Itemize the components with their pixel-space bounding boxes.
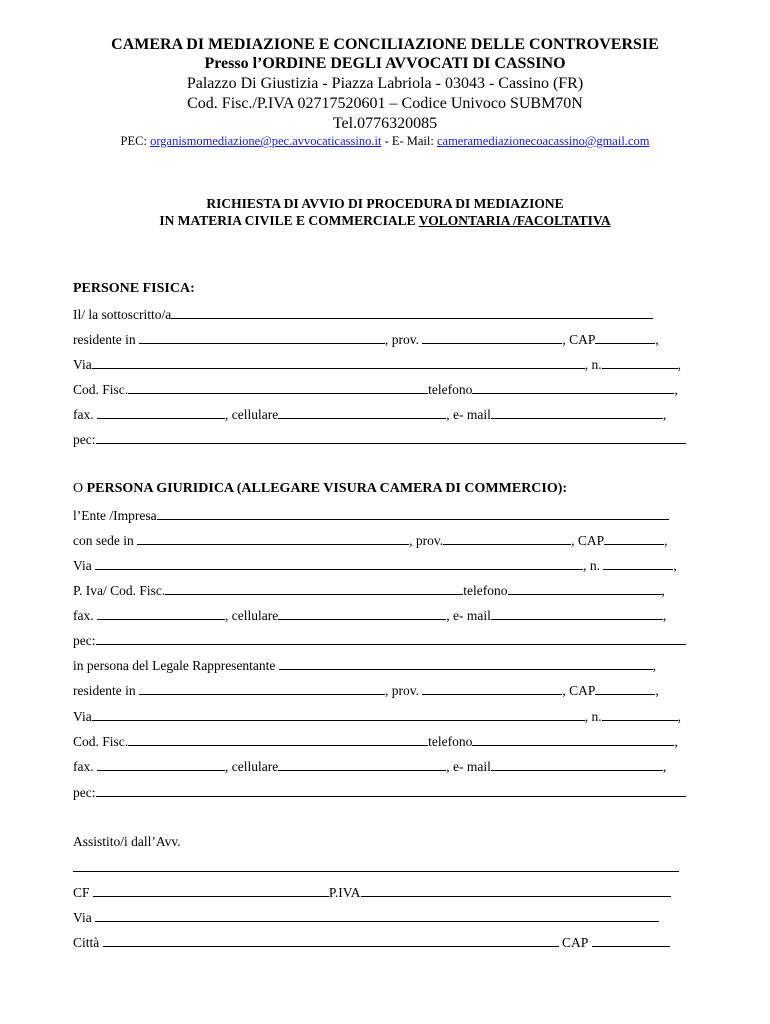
field-telefono-g2[interactable] (472, 733, 674, 746)
label-prov-g2: , prov. (384, 683, 419, 698)
row-cf (73, 884, 671, 900)
row-codfisc: Cod. Fisc. telefono , (73, 382, 678, 397)
pec-email-link[interactable]: organismomediazione@pec.avvocaticassino.it (150, 134, 382, 148)
field-prov[interactable] (422, 331, 562, 344)
field-sede[interactable] (137, 532, 409, 545)
label-cellulare-g2: , cellulare (225, 759, 279, 774)
row-legale: in persona del Legale Rappresentante , (73, 658, 657, 673)
row-fax: fax. , cellulare , e- mail , (73, 407, 667, 422)
row-fax-g: fax. , cellulare , e- mail , (73, 608, 667, 623)
email-link[interactable]: cameramediazionecoacassino@gmail.com (436, 134, 650, 148)
field-prov-g2[interactable] (422, 682, 562, 695)
field-email[interactable] (491, 406, 663, 419)
field-pec-g2[interactable] (96, 784, 686, 797)
label-legale: in persona del Legale Rappresentante (73, 658, 276, 673)
section-persona-giuridica: O PERSONA GIURIDICA (ALLEGARE VISURA CAMERA DI COMMERCIO): (73, 481, 568, 496)
field-cf[interactable] (93, 884, 329, 897)
field-residente-g[interactable] (139, 682, 385, 695)
field-cellulare-g[interactable] (278, 607, 446, 620)
row-via: Via , n. , (73, 357, 681, 372)
row-citta (73, 934, 670, 950)
row-residente: residente in , prov. , CAP , (73, 332, 659, 347)
row-residente-g: residente in , prov. , CAP , (73, 683, 659, 698)
field-piva-avv[interactable] (361, 884, 671, 897)
option-marker[interactable]: O (73, 481, 87, 496)
row-sede: con sede in , prov. , CAP , (73, 533, 668, 548)
field-fax-g[interactable] (97, 607, 225, 620)
label-pec-g2: pec: (73, 785, 96, 800)
field-ente[interactable] (157, 507, 669, 520)
field-codfisc-g[interactable] (128, 733, 428, 746)
field-cellulare-g2[interactable] (278, 758, 446, 771)
field-telefono[interactable] (472, 381, 674, 394)
field-legale[interactable] (279, 657, 653, 670)
field-via-avv[interactable] (95, 909, 659, 922)
row-piva: P. Iva/ Cod. Fisc. telefono , (73, 583, 665, 598)
row-via-avv (73, 909, 659, 925)
field-telefono-g[interactable] (508, 582, 662, 595)
field-email-g2[interactable] (491, 758, 663, 771)
org-presso: Presso l’ORDINE DEGLI AVVOCATI DI CASSINO (204, 55, 566, 72)
label-residente: residente in (73, 332, 136, 347)
label-cf: CF (73, 885, 90, 900)
label-telefono: telefono (428, 382, 473, 397)
label-sottoscritto: Il/ la sottoscritto/a (73, 307, 172, 322)
field-codfisc[interactable] (128, 381, 428, 394)
row-via-g: Via , n. , (73, 558, 677, 573)
label-sede: con sede in (73, 533, 134, 548)
form-title-line2 (0, 213, 770, 229)
label-cap: , CAP (562, 332, 596, 347)
label-n: , n. (584, 357, 602, 372)
label-cellulare: , cellulare (225, 407, 279, 422)
label-cellulare-g: , cellulare (225, 608, 279, 623)
label-telefono-g2: telefono (428, 734, 473, 749)
org-fiscal: Cod. Fisc./P.IVA 02717520601 – Codice Univoco SUBM70N (187, 95, 583, 112)
field-cellulare[interactable] (278, 406, 446, 419)
form-title-line1: RICHIESTA DI AVVIO DI PROCEDURA DI MEDIAZIONE (206, 196, 564, 211)
label-prov: , prov. (384, 332, 419, 347)
org-contacts (0, 134, 770, 149)
label-cap-avv: CAP (562, 935, 589, 950)
field-cap-g2[interactable] (595, 682, 655, 695)
label-email: , e- mail (446, 407, 491, 422)
label-residente-g: residente in (73, 683, 136, 698)
label-codfisc: Cod. Fisc. (73, 382, 129, 397)
label-cap-g: , CAP (571, 533, 605, 548)
label-citta: Città (73, 935, 100, 950)
label-n-g: , n. (583, 558, 600, 573)
label-codfisc-g: Cod. Fisc. (73, 734, 129, 749)
label-via-g: Via (73, 558, 92, 573)
row-pec-g2 (73, 784, 686, 800)
label-pec-g: pec: (73, 633, 96, 648)
section-persona-fisica: PERSONE FISICA: (73, 281, 195, 296)
email-label: - E- Mail: (381, 134, 437, 148)
pec-label: PEC: (120, 134, 151, 148)
label-cap-g2: , CAP (562, 683, 596, 698)
label-email-g: , e- mail (446, 608, 491, 623)
field-n[interactable] (602, 356, 678, 369)
field-via-g[interactable] (95, 557, 583, 570)
field-fax-g2[interactable] (97, 758, 225, 771)
row-via-g2: Via , n. , (73, 709, 681, 724)
row-pec-g (73, 632, 686, 648)
row-assistito (73, 834, 181, 850)
label-prov-g: , prov. (409, 533, 444, 548)
field-n-g2[interactable] (602, 708, 678, 721)
title-prefix: IN MATERIA CIVILE E COMMERCIALE (159, 213, 419, 228)
field-pec-g[interactable] (96, 632, 686, 645)
field-pec[interactable] (96, 431, 686, 444)
field-email-g[interactable] (491, 607, 663, 620)
field-residente[interactable] (139, 331, 385, 344)
label-via-avv: Via (73, 910, 92, 925)
field-piva[interactable] (165, 582, 463, 595)
row-pec (73, 431, 686, 447)
label-pec: pec: (73, 432, 96, 447)
label-fax: fax. (73, 407, 94, 422)
org-name: CAMERA DI MEDIAZIONE E CONCILIAZIONE DELLE CONTROVERSIE (111, 36, 659, 53)
row-codfisc-g: Cod. Fisc. telefono , (73, 734, 678, 749)
label-fax-g2: fax. (73, 759, 94, 774)
org-address: Palazzo Di Giustizia - Piazza Labriola - 03043 - Cassino (FR) (186, 75, 584, 92)
label-telefono-g: telefono (463, 583, 508, 598)
row-avv-name (73, 859, 679, 875)
field-via-g2[interactable] (92, 708, 585, 721)
row-sottoscritto (73, 306, 653, 322)
row-ente (73, 507, 669, 523)
field-n-g[interactable] (603, 557, 673, 570)
org-phone: Tel.0776320085 (332, 115, 438, 132)
label-via: Via (73, 357, 92, 372)
field-prov-g[interactable] (443, 532, 571, 545)
field-fax[interactable] (97, 406, 225, 419)
label-n-g2: , n. (584, 709, 602, 724)
field-cap-avv[interactable] (592, 934, 670, 947)
title-underlined: VOLONTARIA /FACOLTATIVA (418, 213, 611, 228)
label-via-g2: Via (73, 709, 92, 724)
label-piva-avv: P.IVA (328, 885, 361, 900)
label-fax-g: fax. (73, 608, 94, 623)
label-assistito: Assistito/i dall’Avv. (73, 834, 181, 849)
field-via[interactable] (92, 356, 585, 369)
field-cap-g[interactable] (604, 532, 664, 545)
label-ente: l’Ente /Impresa (73, 508, 157, 523)
label-email-g2: , e- mail (446, 759, 491, 774)
field-avv-name[interactable] (73, 859, 679, 872)
row-fax-g2: fax. , cellulare , e- mail , (73, 759, 667, 774)
field-citta[interactable] (103, 934, 559, 947)
field-sottoscritto[interactable] (171, 306, 653, 319)
field-cap[interactable] (595, 331, 655, 344)
label-piva: P. Iva/ Cod. Fisc. (73, 583, 166, 598)
